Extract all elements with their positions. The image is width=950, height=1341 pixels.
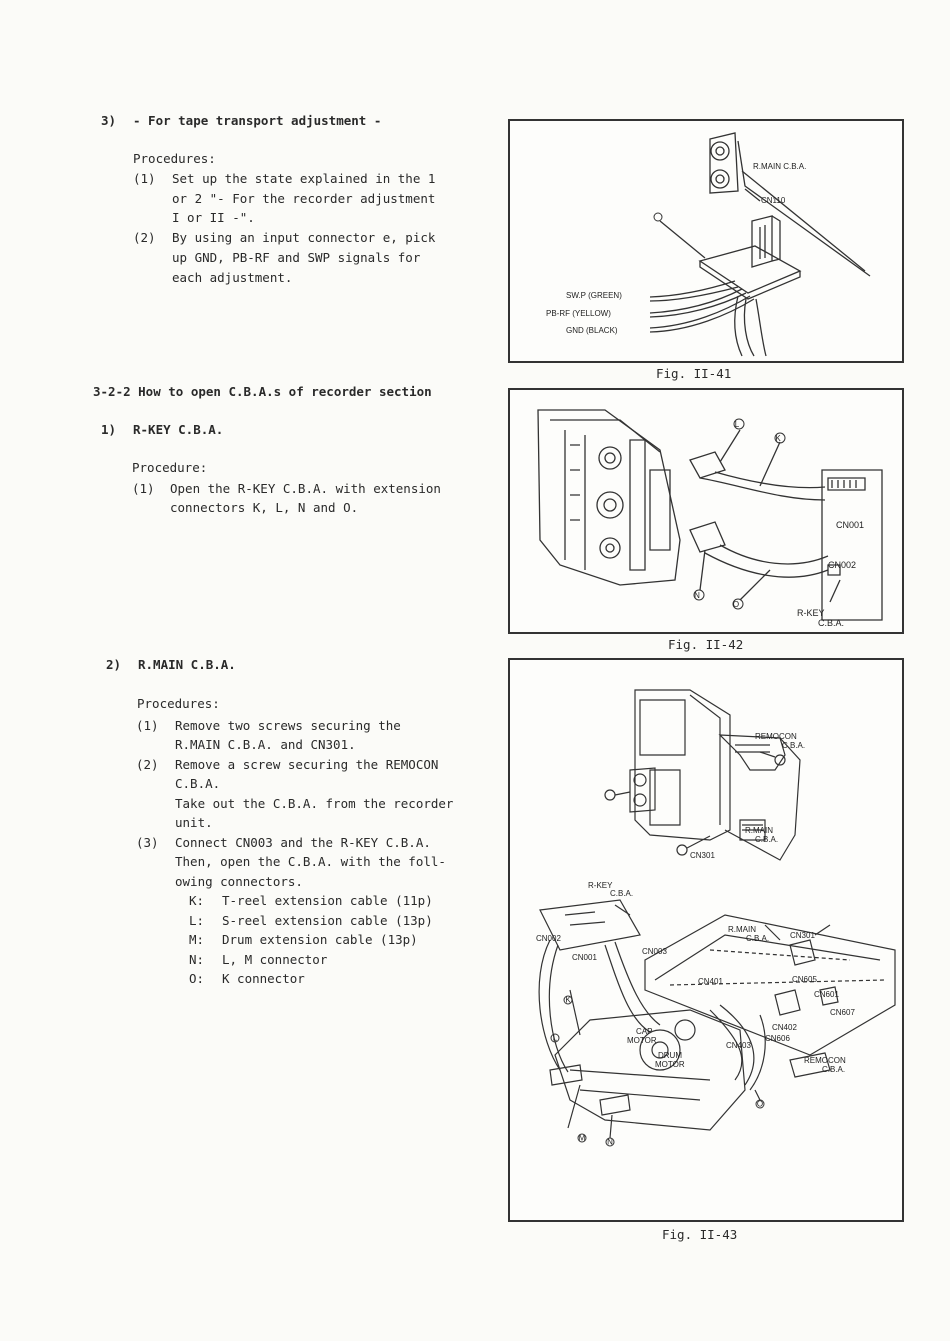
step-line: Then, open the C.B.A. with the foll- (175, 854, 446, 869)
figure-ii-41 (508, 119, 904, 363)
label-rmain: R.MAIN (745, 826, 773, 835)
label-cn002: CN002 (536, 934, 561, 943)
rkey-heading: R-KEY C.B.A. (133, 422, 224, 437)
figure-ii-42 (508, 388, 904, 634)
step-line: up GND, PB-RF and SWP signals for (172, 250, 421, 265)
label-cn110: CN110 (761, 196, 786, 205)
label-drum-motor-1: DRUM (658, 1051, 682, 1060)
label-cn605: CN605 (792, 975, 817, 984)
step-line: owing connectors. (175, 874, 303, 889)
label-cap-motor-1: CAP (636, 1027, 653, 1036)
figure-ii-43-drawing (510, 660, 902, 1220)
label-drum-motor-2: MOTOR (655, 1060, 685, 1069)
step-line: R.MAIN C.B.A. and CN301. (175, 737, 356, 752)
label-gnd: GND (BLACK) (566, 326, 618, 335)
label-cn403: CN403 (726, 1041, 751, 1050)
connector-desc: L, M connector (222, 952, 328, 967)
rkey-procedure-label: Procedure: (132, 460, 208, 475)
label-cap-motor-2: MOTOR (627, 1036, 657, 1045)
label-cn601: CN601 (814, 990, 839, 999)
step-line: unit. (175, 815, 213, 830)
connector-desc: T-reel extension cable (11p) (222, 893, 433, 908)
step-number: (1) (132, 481, 155, 496)
figure-ii-41-drawing (510, 121, 902, 361)
label-rmain-b-cba: C.B.A. (746, 934, 770, 943)
label-m: M (578, 1133, 586, 1143)
label-pbrf: PB-RF (YELLOW) (546, 309, 611, 318)
step-line: Open the R-KEY C.B.A. with extension (170, 481, 441, 496)
label-cn003: CN003 (642, 947, 667, 956)
label-n: N (607, 1137, 613, 1147)
marker-e-icon (654, 213, 662, 221)
label-cn001: CN001 (572, 953, 597, 962)
label-cn402: CN402 (772, 1023, 797, 1032)
label-rkey: R-KEY (797, 608, 825, 618)
label-l: L (552, 1033, 558, 1043)
connector-key: N: (189, 952, 205, 967)
connector-key: K: (189, 893, 205, 908)
label-swp: SW.P (GREEN) (566, 291, 622, 300)
connector-desc: Drum extension cable (13p) (222, 932, 418, 947)
step-line: By using an input connector e, pick (172, 230, 436, 245)
figure-ii-41-caption: Fig. II-41 (656, 366, 732, 381)
step-line: Take out the C.B.A. from the recorder (175, 796, 454, 811)
step-line: Set up the state explained in the 1 (172, 171, 436, 186)
label-cn401: CN401 (698, 977, 723, 986)
rmain-number: 2) (106, 657, 122, 672)
label-cn301-b: CN301 (790, 931, 815, 940)
rmain-procedures-label: Procedures: (137, 696, 220, 711)
label-cn301: CN301 (690, 851, 715, 860)
connector-key: M: (189, 932, 205, 947)
step-number: (3) (136, 835, 159, 850)
label-cn606: CN606 (765, 1034, 790, 1043)
label-remocon-cba: C.B.A. (782, 741, 806, 750)
step-number: (1) (133, 171, 156, 186)
step-number: (2) (136, 757, 159, 772)
section-3-heading: - For tape transport adjustment - (133, 113, 382, 128)
figure-ii-42-caption: Fig. II-42 (668, 637, 744, 652)
section-3-number: 3) (101, 113, 117, 128)
label-remocon: REMOCON (755, 732, 797, 741)
label-rkey-cba: C.B.A. (610, 889, 634, 898)
label-cn002: CN002 (828, 560, 857, 570)
figure-ii-42-drawing (510, 390, 902, 632)
rkey-number: 1) (101, 422, 117, 437)
label-k: K (775, 434, 781, 443)
label-cn001: CN001 (836, 520, 865, 530)
step-line: I or II -". (172, 210, 255, 225)
label-rmain-b: R.MAIN (728, 925, 756, 934)
step-line: each adjustment. (172, 270, 293, 285)
label-rkey: R-KEY (588, 881, 613, 890)
step-line: Connect CN003 and the R-KEY C.B.A. (175, 835, 431, 850)
step-number: (1) (136, 718, 159, 733)
label-rkey-cba: C.B.A. (818, 618, 845, 628)
label-rmain-cba: C.B.A. (755, 835, 779, 844)
section-3-procedures-label: Procedures: (133, 151, 216, 166)
step-line: connectors K, L, N and O. (170, 500, 359, 515)
label-remocon-b-cba: C.B.A. (822, 1065, 846, 1074)
label-k: K (565, 995, 571, 1005)
step-number: (2) (133, 230, 156, 245)
rmain-heading: R.MAIN C.B.A. (138, 657, 236, 672)
step-line: C.B.A. (175, 776, 221, 791)
section-3-2-2-heading: 3-2-2 How to open C.B.A.s of recorder section (93, 384, 432, 399)
connector-desc: K connector (222, 971, 305, 986)
label-o: O (732, 600, 740, 609)
label-l: L (734, 420, 740, 429)
step-line: Remove a screw securing the REMOCON (175, 757, 439, 772)
label-n: N (694, 591, 700, 600)
label-rmain-cba: R.MAIN C.B.A. (753, 162, 807, 171)
connector-desc: S-reel extension cable (13p) (222, 913, 433, 928)
figure-ii-43 (508, 658, 904, 1222)
figure-ii-43-caption: Fig. II-43 (662, 1227, 738, 1242)
label-cn607: CN607 (830, 1008, 855, 1017)
step-line: or 2 "- For the recorder adjustment (172, 191, 436, 206)
step-line: Remove two screws securing the (175, 718, 401, 733)
label-remocon-b: REMOCON (804, 1056, 846, 1065)
label-o: O (756, 1099, 764, 1109)
connector-key: O: (189, 971, 205, 986)
connector-key: L: (189, 913, 205, 928)
